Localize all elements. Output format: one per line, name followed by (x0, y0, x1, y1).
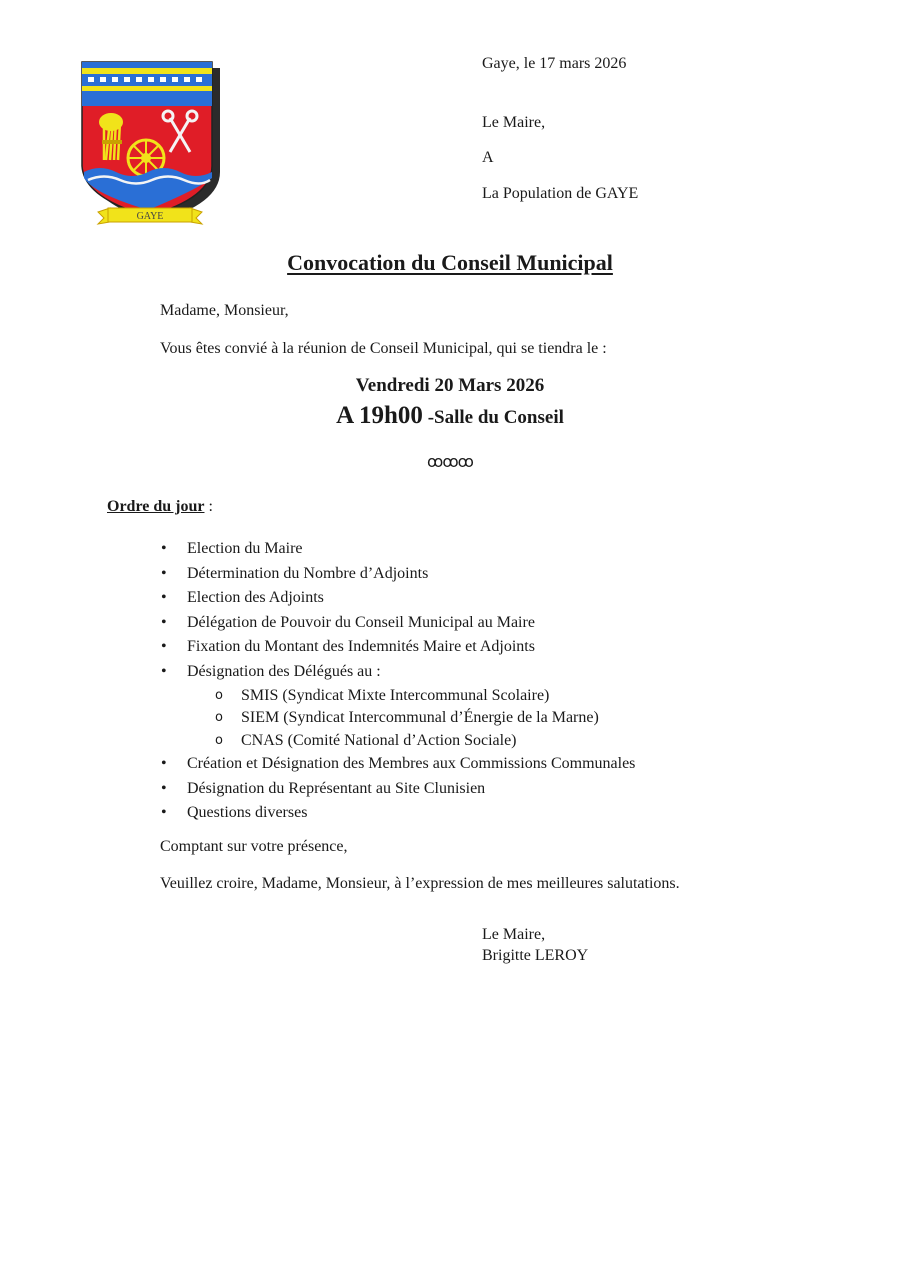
circle-bullet-icon: o (215, 710, 223, 726)
bullet-icon: • (161, 564, 167, 582)
sub-item (187, 685, 800, 708)
agenda-item (160, 611, 800, 636)
agenda-item-text: Désignation des Délégués au : (187, 662, 381, 680)
circle-bullet-icon: o (215, 732, 223, 748)
recipient: La Population de GAYE (482, 185, 639, 202)
bullet-icon: • (161, 755, 167, 773)
sub-item-text: SMIS (Syndicat Mixte Intercommunal Scolaire) (241, 686, 550, 704)
signature-name: Brigitte LEROY (482, 947, 589, 964)
agenda-item-text: Création et Désignation des Membres aux Commissions Communales (187, 755, 636, 773)
salutation: Madame, Monsieur, (160, 302, 289, 319)
agenda-item (160, 586, 800, 611)
agenda-item (160, 562, 800, 587)
letter-date: Gaye, le 17 mars 2026 (482, 55, 627, 72)
agenda-item (160, 752, 800, 777)
agenda-item-text: Questions diverses (187, 804, 308, 822)
sub-item-text: CNAS (Comité National d’Action Sociale) (241, 731, 517, 749)
agenda-heading (107, 498, 213, 516)
delegates-sublist (187, 685, 800, 753)
agenda-list (160, 537, 800, 826)
circle-bullet-icon: o (215, 687, 223, 703)
crest-ribbon-text: GAYE (136, 211, 164, 222)
agenda-item-text: Détermination du Nombre d’Adjoints (187, 564, 429, 582)
sender: Le Maire, (482, 114, 546, 131)
agenda-item (160, 660, 800, 752)
meeting-time-place (0, 402, 900, 430)
agenda-heading-label: Ordre du jour (107, 498, 205, 515)
agenda-item (160, 635, 800, 660)
agenda-item (160, 801, 800, 826)
recipient-prefix: A (482, 149, 494, 166)
decorative-separator: ꝏꝏꝏ (427, 452, 473, 471)
agenda-item-text: Délégation de Pouvoir du Conseil Municipal au Maire (187, 613, 535, 631)
agenda-heading-colon: : (204, 498, 213, 515)
bullet-icon: • (161, 662, 167, 680)
sub-item-text: SIEM (Syndicat Intercommunal d’Énergie de la Marne) (241, 709, 599, 727)
sub-item (187, 730, 800, 753)
bullet-icon: • (161, 779, 167, 797)
meeting-date: Vendredi 20 Mars 2026 (355, 375, 545, 396)
bullet-icon: • (161, 804, 167, 822)
closing-salutations: Veuillez croire, Madame, Monsieur, à l’expression de mes meilleures salutations. (160, 875, 680, 892)
bullet-icon: • (161, 613, 167, 631)
sub-item (187, 707, 800, 730)
agenda-item (160, 777, 800, 802)
gaye-coat-of-arms-logo (80, 60, 220, 230)
agenda-item-text: Fixation du Montant des Indemnités Maire et Adjoints (187, 638, 535, 656)
closing-presence: Comptant sur votre présence, (160, 838, 348, 855)
intro-text: Vous êtes convié à la réunion de Conseil Municipal, qui se tiendra le : (160, 340, 607, 357)
agenda-item-text: Election des Adjoints (187, 589, 324, 607)
agenda-item (160, 537, 800, 562)
signature-role: Le Maire, (482, 926, 546, 943)
agenda-item-text: Désignation du Représentant au Site Clunisien (187, 779, 486, 797)
bullet-icon: • (161, 540, 167, 557)
bullet-icon: • (161, 589, 167, 607)
meeting-place: -Salle du Conseil (422, 407, 564, 428)
meeting-time: A 19h00 (336, 402, 423, 429)
agenda-item-text: Election du Maire (187, 540, 303, 557)
page-title: Convocation du Conseil Municipal (287, 250, 613, 275)
bullet-icon: • (161, 638, 167, 656)
